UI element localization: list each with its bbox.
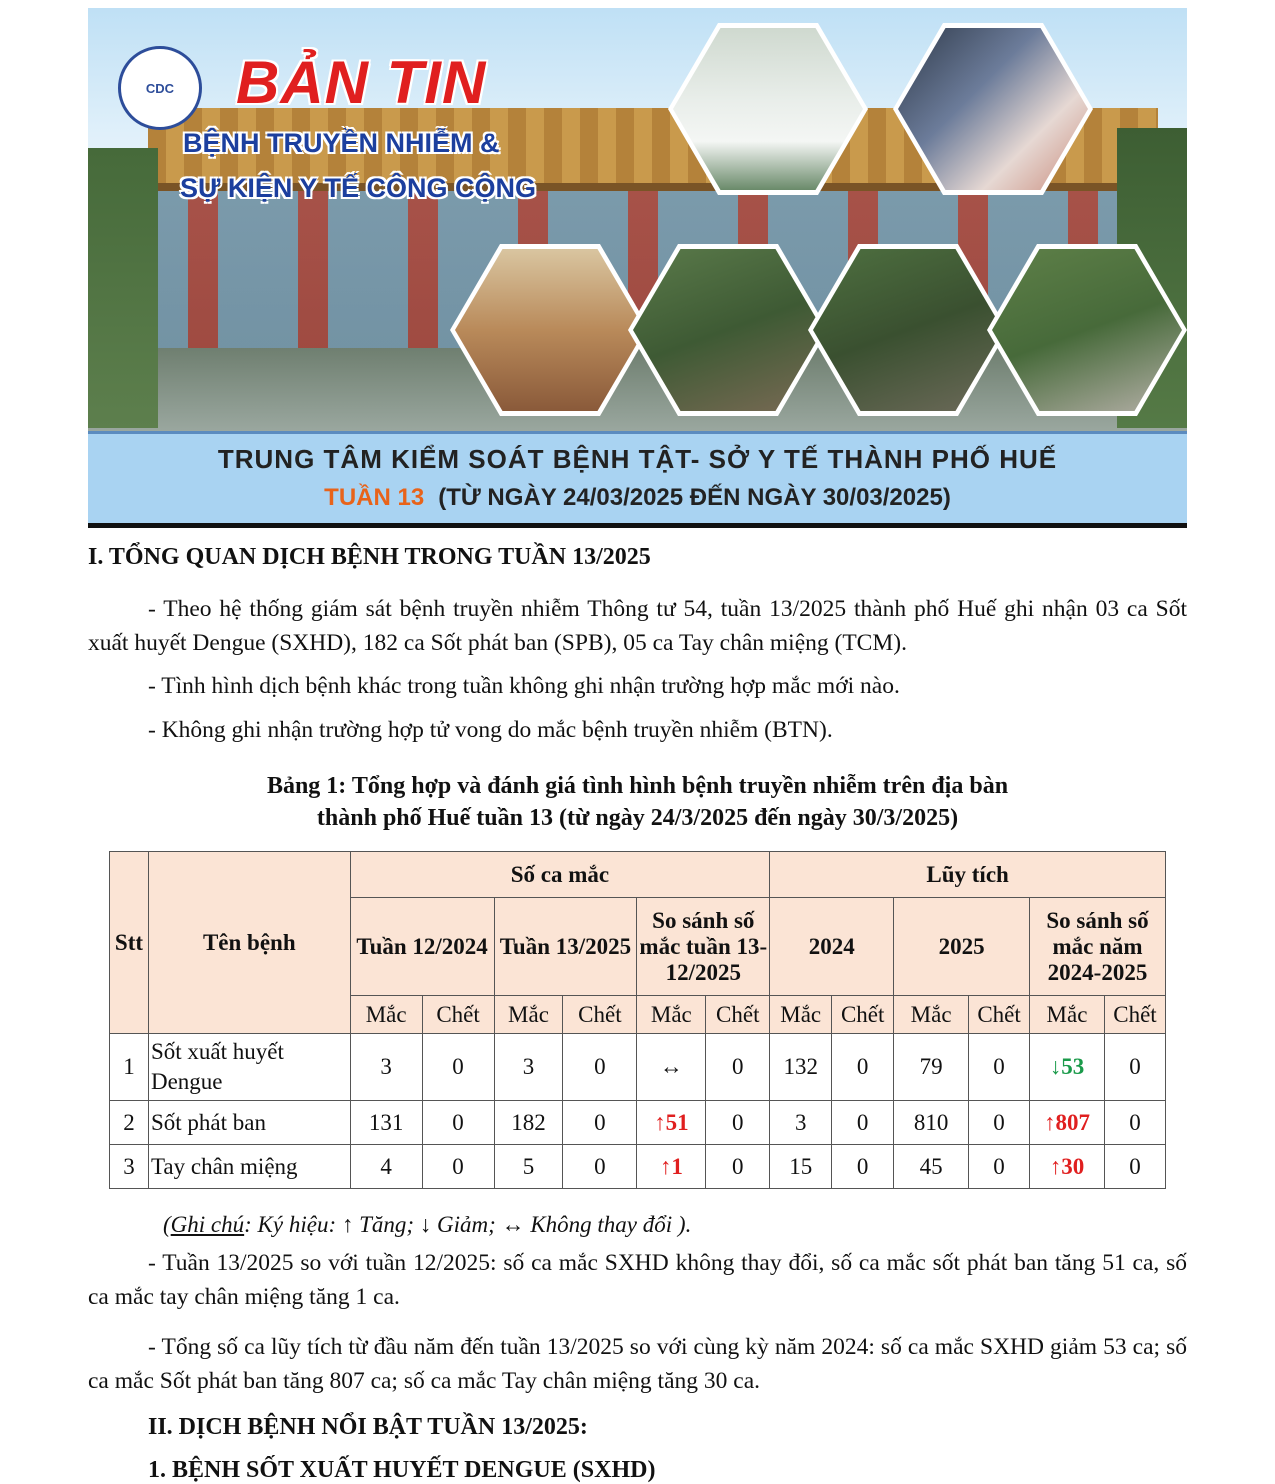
bulletin-subtitle-2: SỰ KIỆN Y TẾ CÔNG CỘNG bbox=[180, 173, 536, 203]
cell-2024-chet: 0 bbox=[832, 1145, 894, 1189]
week-line bbox=[88, 484, 1187, 512]
cell-w13-chet: 0 bbox=[563, 1101, 637, 1145]
header-stt: Stt bbox=[110, 852, 149, 1034]
header-cases: Số ca mắc bbox=[350, 852, 770, 898]
cell-2024-mac: 15 bbox=[770, 1145, 832, 1189]
disease-summary-table bbox=[109, 851, 1166, 1189]
paragraph-no-deaths: - Không ghi nhận trường hợp tử vong do mắc bệnh truyền nhiễm (BTN). bbox=[148, 717, 833, 743]
cell-w12-chet: 0 bbox=[422, 1101, 494, 1145]
cell-w12-mac: 131 bbox=[350, 1101, 422, 1145]
bulletin-title: BẢN TIN bbox=[236, 49, 487, 116]
header-compare-year: So sánh số mắc năm 2024-2025 bbox=[1030, 898, 1166, 996]
header-mac: Mắc bbox=[1030, 996, 1105, 1034]
cell-w13-chet: 0 bbox=[563, 1034, 637, 1101]
header-mac: Mắc bbox=[637, 996, 706, 1034]
table-caption-line-2: thành phố Huế tuần 13 (từ ngày 24/3/2025 đến ngày 30/3/2025) bbox=[316, 805, 959, 831]
row-stt: 1 bbox=[110, 1034, 149, 1101]
cell-2024-mac: 3 bbox=[770, 1101, 832, 1145]
cell-cmp-week-chet: 0 bbox=[706, 1034, 770, 1101]
header-mac: Mắc bbox=[494, 996, 563, 1034]
cell-2025-mac: 79 bbox=[894, 1034, 969, 1101]
cell-cmp-week-mac: ↑51 bbox=[637, 1101, 706, 1145]
agency-name: TRUNG TÂM KIỂM SOÁT BỆNH TẬT- SỞ Y TẾ THÀNH PHỐ HUẾ bbox=[217, 444, 1058, 474]
cell-2025-chet: 0 bbox=[969, 1034, 1030, 1101]
cell-w12-mac: 3 bbox=[350, 1034, 422, 1101]
cell-w13-chet: 0 bbox=[563, 1145, 637, 1189]
header-week-13: Tuần 13/2025 bbox=[494, 898, 637, 996]
header-chet: Chết bbox=[969, 996, 1030, 1034]
cell-cmp-week-chet: 0 bbox=[706, 1101, 770, 1145]
header-cumulative: Lũy tích bbox=[770, 852, 1166, 898]
table-caption-line-1: Bảng 1: Tổng hợp và đánh giá tình hình bệnh truyền nhiễm trên địa bàn bbox=[266, 773, 1009, 799]
header-chet: Chết bbox=[1104, 996, 1165, 1034]
paragraph-cumulative-comparison: - Tổng số ca lũy tích từ đầu năm đến tuần 13/2025 so với cùng kỳ năm 2024: số ca mắc SXHD giảm 53 ca; số ca mắc Sốt phát ban tăng 807 ca; số ca mắc Tay chân miệng tăng 30 ca. bbox=[88, 1334, 1187, 1394]
bulletin-page bbox=[88, 8, 1187, 1483]
banner-footer bbox=[88, 431, 1187, 526]
cell-cmp-week-mac: ↑1 bbox=[637, 1145, 706, 1189]
bulletin-subtitle-1: BỆNH TRUYỀN NHIỄM & bbox=[183, 128, 500, 158]
banner-divider bbox=[88, 523, 1187, 528]
header-year-2024: 2024 bbox=[770, 898, 894, 996]
cell-2024-chet: 0 bbox=[832, 1034, 894, 1101]
cell-w12-mac: 4 bbox=[350, 1145, 422, 1189]
cell-cmp-year-chet: 0 bbox=[1104, 1145, 1165, 1189]
cell-w13-mac: 5 bbox=[494, 1145, 563, 1189]
paragraph-surveillance: - Theo hệ thống giám sát bệnh truyền nhiễm Thông tư 54, tuần 13/2025 thành phố Huế ghi nhận 03 ca Sốt xuất huyết Dengue (SXHD), 182 ca Sốt phát ban (SPB), 05 ca Tay chân miệng (TCM). bbox=[88, 596, 1187, 656]
cell-cmp-year-mac: ↑30 bbox=[1030, 1145, 1105, 1189]
header-chet: Chết bbox=[422, 996, 494, 1034]
cell-cmp-year-mac: ↓53 bbox=[1030, 1034, 1105, 1101]
header-chet: Chết bbox=[706, 996, 770, 1034]
cell-2025-chet: 0 bbox=[969, 1101, 1030, 1145]
header-mac: Mắc bbox=[894, 996, 969, 1034]
cell-w13-mac: 182 bbox=[494, 1101, 563, 1145]
week-label: TUẦN 13 bbox=[324, 484, 425, 511]
cell-cmp-year-mac: ↑807 bbox=[1030, 1101, 1105, 1145]
header-compare-week: So sánh số mắc tuần 13-12/2025 bbox=[637, 898, 770, 996]
header-chet: Chết bbox=[563, 996, 637, 1034]
cell-cmp-year-chet: 0 bbox=[1104, 1034, 1165, 1101]
header-week-12: Tuần 12/2024 bbox=[350, 898, 494, 996]
cell-cmp-week-chet: 0 bbox=[706, 1145, 770, 1189]
table-row bbox=[110, 1101, 1166, 1145]
cell-w12-chet: 0 bbox=[422, 1145, 494, 1189]
row-disease-name: Tay chân miệng bbox=[148, 1145, 350, 1189]
cell-2025-chet: 0 bbox=[969, 1145, 1030, 1189]
row-disease-name: Sốt phát ban bbox=[148, 1101, 350, 1145]
section-1-heading: I. TỔNG QUAN DỊCH BỆNH TRONG TUẦN 13/2025 bbox=[88, 544, 651, 570]
note-label: Ghi chú bbox=[170, 1212, 245, 1237]
section-2-heading: II. DỊCH BỆNH NỔI BẬT TUẦN 13/2025: bbox=[148, 1414, 588, 1440]
row-disease-name: Sốt xuất huyết Dengue bbox=[148, 1034, 350, 1101]
table-row bbox=[110, 1145, 1166, 1189]
row-stt: 2 bbox=[110, 1101, 149, 1145]
cell-2024-mac: 132 bbox=[770, 1034, 832, 1101]
table-note: (Ghi chú: Ký hiệu: ↑ Tăng; ↓ Giảm; ↔ Không thay đổi ). bbox=[163, 1212, 692, 1237]
header-mac: Mắc bbox=[350, 996, 422, 1034]
cell-cmp-week-mac: ↔ bbox=[637, 1034, 706, 1101]
paragraph-other-diseases: - Tình hình dịch bệnh khác trong tuần không ghi nhận trường hợp mắc mới nào. bbox=[148, 673, 900, 699]
cell-cmp-year-chet: 0 bbox=[1104, 1101, 1165, 1145]
note-text: : Ký hiệu: ↑ Tăng; ↓ Giảm; ↔ Không thay đổi ). bbox=[244, 1212, 692, 1237]
table-row bbox=[110, 1034, 1166, 1101]
header-banner bbox=[88, 8, 1187, 528]
date-range: (TỪ NGÀY 24/03/2025 ĐẾN NGÀY 30/03/2025) bbox=[438, 484, 951, 511]
header-year-2025: 2025 bbox=[894, 898, 1030, 996]
cell-w13-mac: 3 bbox=[494, 1034, 563, 1101]
cdc-logo-text: CDC bbox=[145, 80, 175, 96]
header-chet: Chết bbox=[832, 996, 894, 1034]
cell-2025-mac: 810 bbox=[894, 1101, 969, 1145]
cell-w12-chet: 0 bbox=[422, 1034, 494, 1101]
table-caption bbox=[88, 770, 1187, 834]
section-2-subheading: 1. BỆNH SỐT XUẤT HUYẾT DENGUE (SXHD) bbox=[148, 1457, 656, 1483]
cell-2025-mac: 45 bbox=[894, 1145, 969, 1189]
paragraph-week-comparison: - Tuần 13/2025 so với tuần 12/2025: số ca mắc SXHD không thay đổi, số ca mắc sốt phát ban tăng 51 ca, số ca mắc tay chân miệng tăng 1 ca. bbox=[88, 1250, 1187, 1310]
cell-2024-chet: 0 bbox=[832, 1101, 894, 1145]
cdc-logo bbox=[118, 46, 202, 130]
row-stt: 3 bbox=[110, 1145, 149, 1189]
header-mac: Mắc bbox=[770, 996, 832, 1034]
header-disease-name: Tên bệnh bbox=[148, 852, 350, 1034]
